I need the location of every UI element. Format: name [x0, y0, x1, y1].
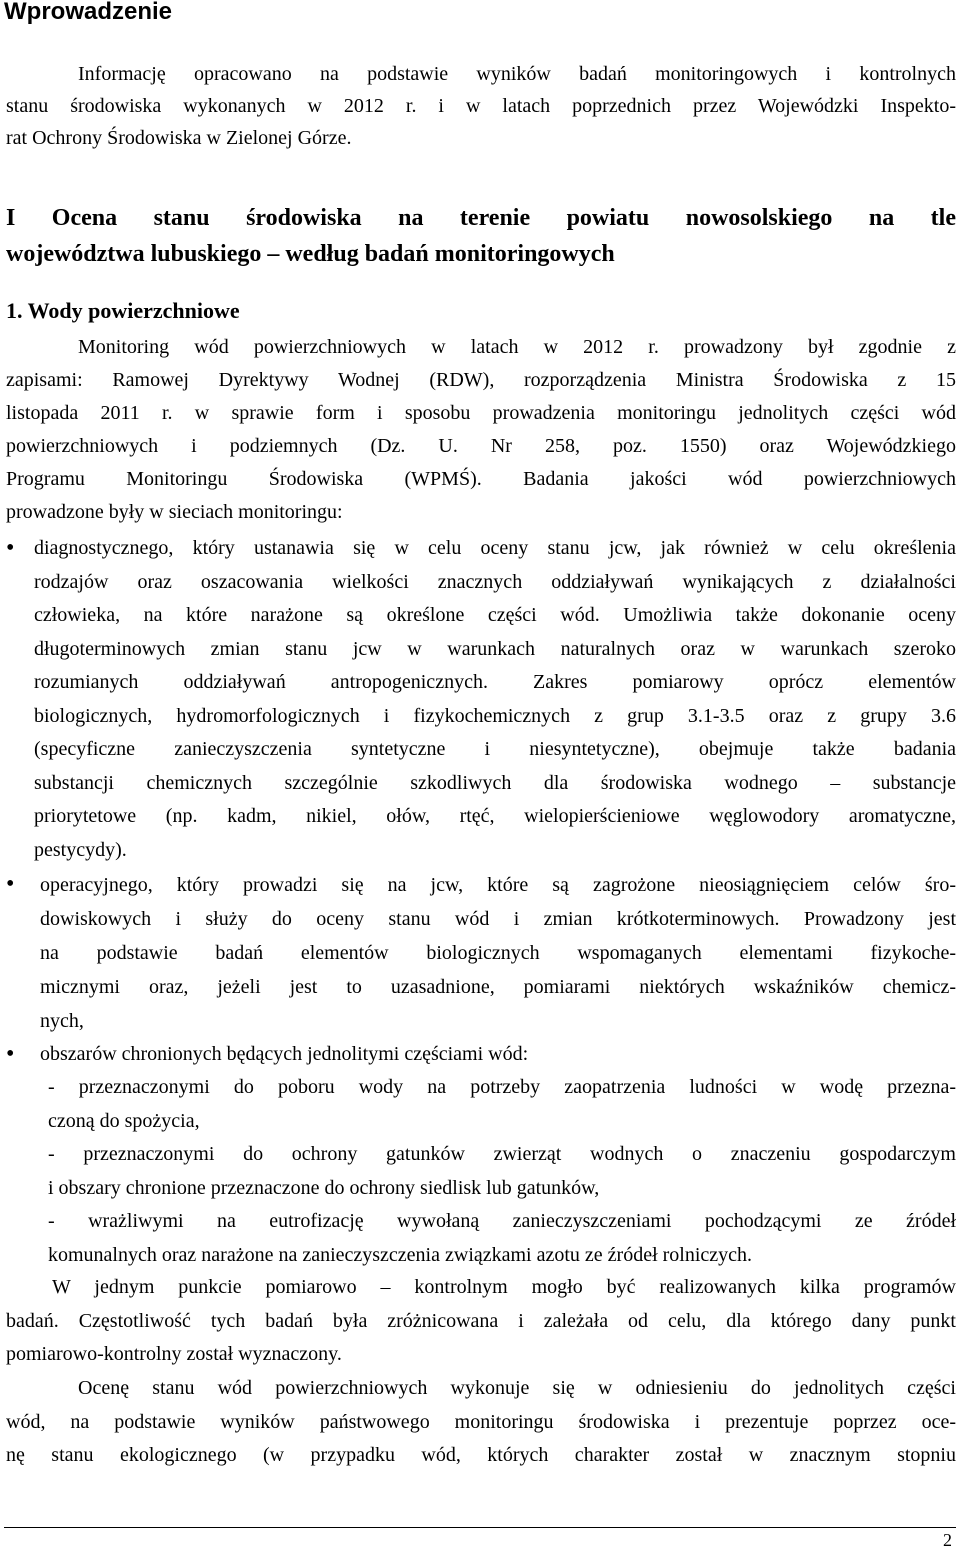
text-line: rodzajów oraz oszacowania wielkości znacznych oddziaływań wynikających z działalności: [34, 570, 956, 593]
text-line: czoną do spożycia,: [48, 1109, 200, 1132]
subsection-title: 1. Wody powierzchniowe: [6, 298, 240, 323]
text-line: rat Ochrony Środowiska w Zielonej Górze.: [6, 127, 352, 149]
text-line: W jednym punkcie pomiarowo – kontrolnym mogło być realizowanych kilka programów: [52, 1276, 956, 1298]
text-line: operacyjnego, który prowadzi się na jcw, które są zagrożone nieosiągnięciem celów śro-: [40, 874, 956, 896]
bullet-operational: [40, 868, 956, 1038]
dash-item: [48, 1138, 956, 1205]
text-line: pestycydy).: [34, 838, 127, 861]
text-line: pomiarowo-kontrolny został wyznaczony.: [6, 1343, 342, 1365]
footer-divider: [4, 1527, 956, 1528]
text-line: diagnostycznego, który ustanawia się w celu oceny stanu jcw, jak również w celu określenia: [34, 537, 956, 559]
bullet-icon: •: [6, 871, 15, 897]
text-line: badań. Częstotliwość tych badań była zróżnicowana i zależała od celu, dla którego dany punkt: [6, 1309, 956, 1332]
monitoring-paragraph: [6, 331, 956, 529]
page-number: 2: [943, 1530, 952, 1550]
text-line: długoterminowych zmian stanu jcw w warunkach naturalnych oraz w warunkach szeroko: [34, 637, 956, 660]
text-line: - wrażliwymi na eutrofizację wywołaną zanieczyszczeniami pochodzącymi ze źródeł: [48, 1210, 956, 1232]
text-line: priorytetowe (np. kadm, nikiel, ołów, rtęć, wielopierścieniowe węglowodory aromatyczne,: [34, 805, 956, 827]
text-line: prowadzone były w sieciach monitoringu:: [6, 501, 343, 523]
dash-item: [48, 1205, 956, 1272]
bullet-protected-areas: [40, 1038, 956, 1070]
text-line: i obszary chronione przeznaczone do ochrony siedlisk lub gatunków,: [48, 1176, 600, 1199]
text-line: powierzchniowych i podziemnych (Dz. U. Nr 258, poz. 1550) oraz Wojewódzkiego: [6, 435, 956, 457]
text-line: komunalnych oraz narażone na zanieczyszczenia związkami azotu ze źródeł rolniczych.: [48, 1243, 753, 1266]
text-line: Monitoring wód powierzchniowych w latach w 2012 r. prowadzony był zgodnie z: [78, 336, 956, 358]
text-line: Programu Monitoringu Środowiska (WPMŚ). Badania jakości wód powierzchniowych: [6, 468, 956, 490]
text-line: nę stanu ekologicznego (w przypadku wód, których charakter został w znacznym stopniu: [6, 1444, 956, 1466]
text-line: biologicznych, hydromorfologicznych i fizykochemicznych z grup 3.1-3.5 oraz z grupy 3.6: [34, 704, 956, 727]
text-line: micznymi oraz, jeżeli jest to uzasadnione, pomiarami niektórych wskaźników chemicz-: [40, 976, 956, 998]
text-line: człowieka, na które narażone są określone części wód. Umożliwia także dokonanie oceny: [34, 604, 956, 626]
text-line: na podstawie badań elementów biologicznych wspomaganych elementami fizykoche-: [40, 942, 956, 964]
text-line: I Ocena stanu środowiska na terenie powiatu nowosolskiego na tle: [6, 205, 956, 231]
dash-item: [48, 1071, 956, 1138]
text-line: stanu środowiska wykonanych w 2012 r. i w latach poprzednich przez Wojewódzki Inspekto-: [6, 95, 956, 117]
text-line: obszarów chronionych będących jednolitymi częściami wód:: [40, 1043, 529, 1065]
text-line: Informację opracowano na podstawie wyników badań monitoringowych i kontrolnych: [78, 63, 956, 85]
bullet-diagnostic: [34, 532, 956, 867]
text-line: województwa lubuskiego – według badań monitoringowych: [6, 241, 615, 267]
text-line: nych,: [40, 1010, 84, 1032]
bullet-icon: •: [6, 1041, 15, 1067]
text-line: Ocenę stanu wód powierzchniowych wykonuje się w odniesieniu do jednolitych części: [78, 1377, 956, 1399]
text-line: substancji chemicznych szczególnie szkodliwych dla środowiska wodnego – substancje: [34, 771, 956, 794]
programs-paragraph: [6, 1271, 956, 1372]
assessment-paragraph: [6, 1372, 956, 1473]
text-line: rozumianych oddziaływań antropogenicznych. Zakres pomiarowy oprócz elementów: [34, 671, 956, 693]
text-line: zapisami: Ramowej Dyrektywy Wodnej (RDW), rozporządzenia Ministra Środowiska z 15: [6, 369, 956, 391]
bullet-icon: •: [6, 535, 15, 561]
text-line: - przeznaczonymi do poboru wody na potrzeby zaopatrzenia ludności w wodę przezna-: [48, 1076, 956, 1098]
text-line: wód, na podstawie wyników państwowego monitoringu środowiska i prezentuje poprzez oce-: [6, 1410, 956, 1433]
text-line: - przeznaczonymi do ochrony gatunków zwierząt wodnych o znaczeniu gospodarczym: [48, 1143, 956, 1165]
text-line: listopada 2011 r. w sprawie form i sposobu prowadzenia monitoringu jednolitych części wód: [6, 402, 956, 424]
page-heading: Wprowadzenie: [4, 0, 173, 25]
text-line: (specyficzne zanieczyszczenia syntetyczne i niesyntetyczne), obejmuje także badania: [34, 738, 956, 760]
text-line: dowiskowych i służy do oceny stanu wód i zmian krótkoterminowych. Prowadzony jest: [40, 908, 956, 930]
intro-paragraph: [6, 58, 956, 154]
section-title: [6, 200, 956, 272]
